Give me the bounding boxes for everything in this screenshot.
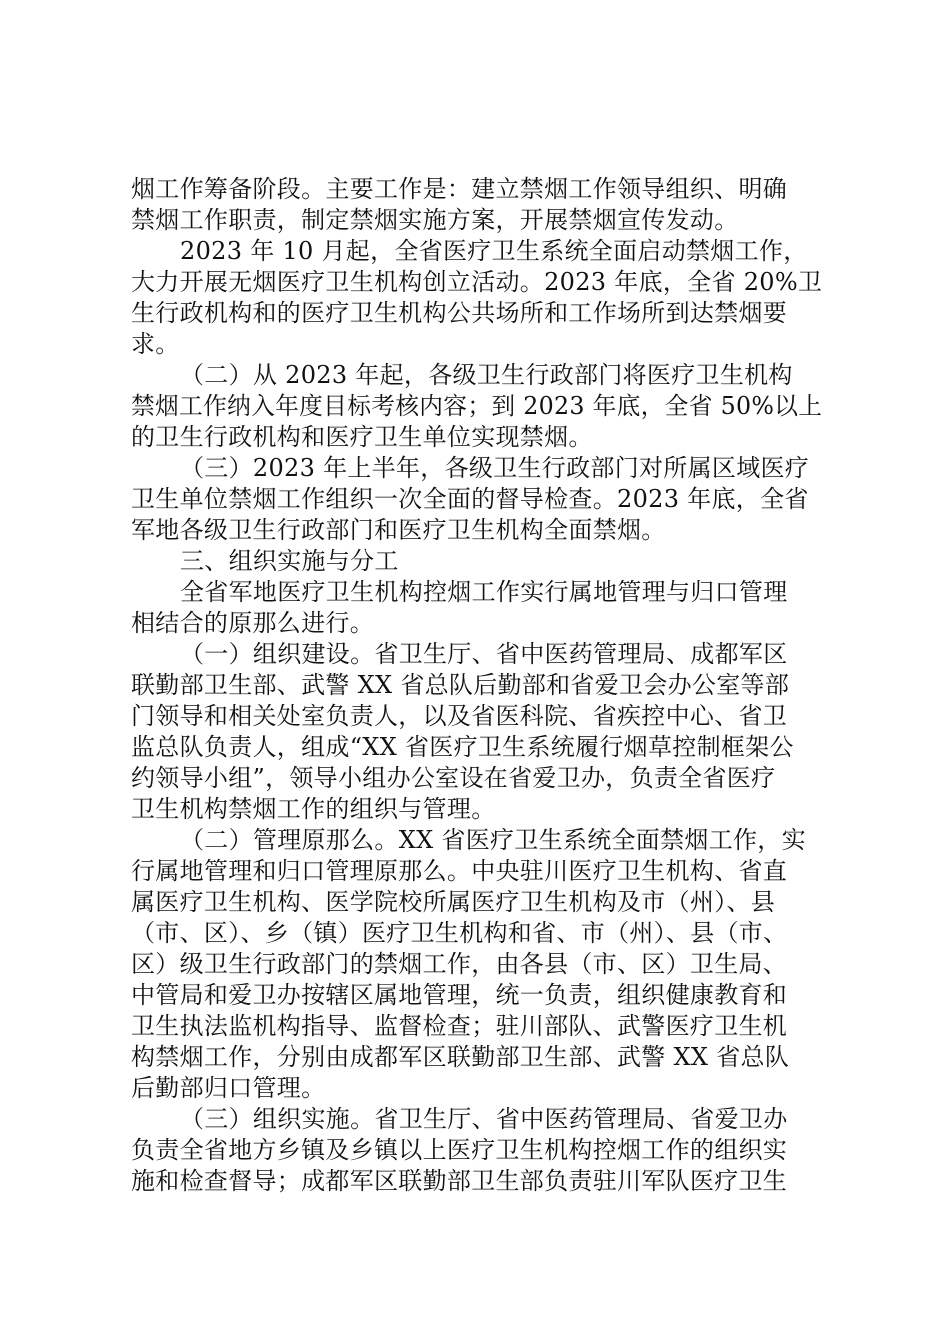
text-line: 区）级卫生行政部门的禁烟工作，由各县（市、区）卫生局、 [131,950,788,978]
text-line: （三）2023 年上半年，各级卫生行政部门对所属区域医疗 [180,454,810,482]
text-line: （二）管理原那么。XX 省医疗卫生系统全面禁烟工作，实 [180,826,806,854]
text-line: （市、区）、乡（镇）医疗卫生机构和省、市（州）、县（市、 [131,919,788,947]
text-line: 施和检查督导；成都军区联勤部卫生部负责驻川军队医疗卫生 [131,1167,788,1195]
text-line: 负责全省地方乡镇及乡镇以上医疗卫生机构控烟工作的组织实 [131,1136,788,1164]
text-line: 禁烟工作职责，制定禁烟实施方案，开展禁烟宣传发动。 [131,206,739,234]
text-line: （三）组织实施。省卫生厅、省中医药管理局、省爱卫办 [180,1105,788,1133]
text-line: 后勤部归口管理。 [131,1074,326,1102]
text-line: 监总队负责人，组成“XX 省医疗卫生系统履行烟草控制框架公 [131,733,794,761]
text-line: 的卫生行政机构和医疗卫生单位实现禁烟。 [131,423,593,451]
text-line: 行属地管理和归口管理原那么。中央驻川医疗卫生机构、省直 [131,857,788,885]
text-line: 中管局和爱卫办按辖区属地管理，统一负责，组织健康教育和 [131,981,788,1009]
text-line: 门领导和相关处室负责人，以及省医科院、省疾控中心、省卫 [131,702,788,730]
text-line: 求。 [131,330,180,358]
text-line: （一）组织建设。省卫生厅、省中医药管理局、成都军区 [180,640,788,668]
text-line: 卫生单位禁烟工作组织一次全面的督导检查。2023 年底，全省 [131,485,809,513]
text-line: 卫生机构禁烟工作的组织与管理。 [131,795,496,823]
text-line: 军地各级卫生行政部门和医疗卫生机构全面禁烟。 [131,516,666,544]
text-line: 卫生执法监机构指导、监督检查；驻川部队、武警医疗卫生机 [131,1012,788,1040]
text-line: 生行政机构和的医疗卫生机构公共场所和工作场所到达禁烟要 [131,299,788,327]
text-line: 大力开展无烟医疗卫生机构创立活动。2023 年底，全省 20%卫 [131,268,823,296]
text-line: 烟工作筹备阶段。主要工作是：建立禁烟工作领导组织、明确 [131,175,788,203]
text-line: 约领导小组”，领导小组办公室设在省爱卫办，负责全省医疗 [131,764,776,792]
text-line: 属医疗卫生机构、医学院校所属医疗卫生机构及市（州）、县 [131,888,776,916]
section-heading: 三、组织实施与分工 [180,547,399,575]
text-line: 联勤部卫生部、武警 XX 省总队后勤部和省爱卫会办公室等部 [131,671,790,699]
text-line: 相结合的原那么进行。 [131,609,374,637]
text-line: 构禁烟工作，分别由成都军区联勤部卫生部、武警 XX 省总队 [131,1043,790,1071]
text-line: 禁烟工作纳入年度目标考核内容；到 2023 年底，全省 50%以上 [131,392,823,420]
text-line: 全省军地医疗卫生机构控烟工作实行属地管理与归口管理 [180,578,788,606]
text-line: 2023 年 10 月起，全省医疗卫生系统全面启动禁烟工作， [180,237,808,265]
text-line: （二）从 2023 年起，各级卫生行政部门将医疗卫生机构 [180,361,793,389]
